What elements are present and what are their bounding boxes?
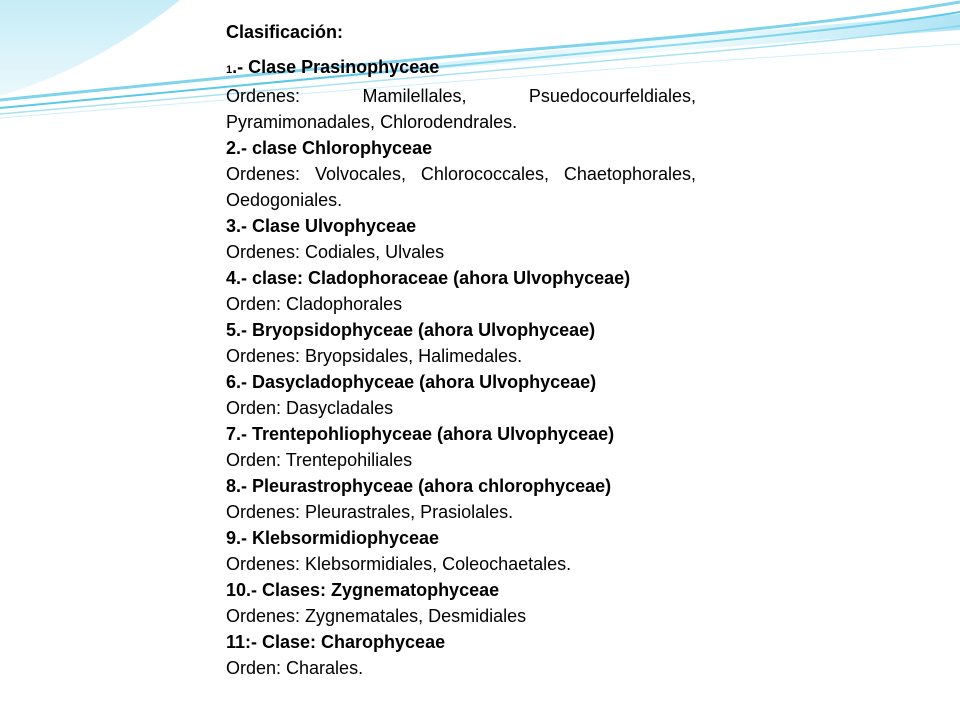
ordenes-5: Ordenes: Bryopsidales, Halimedales. xyxy=(226,346,523,366)
ordenes-11: Orden: Charales. xyxy=(226,658,364,678)
clase-6: 6.- Dasycladophyceae (ahora Ulvophyceae) xyxy=(226,372,597,392)
ordenes-1: Ordenes: Mamilellales, Psuedocourfeldiales, Pyramimonadales, Chlorodendrales. xyxy=(226,86,696,132)
ordenes-3: Ordenes: Codiales, Ulvales xyxy=(226,242,445,262)
clase-1-label: .- Clase Prasinophyceae xyxy=(232,57,440,77)
clase-3: 3.- Clase Ulvophyceae xyxy=(226,216,417,236)
ordenes-10: Ordenes: Zygnematales, Desmidiales xyxy=(226,606,527,626)
ordenes-4: Orden: Cladophorales xyxy=(226,294,403,314)
clase-10: 10.- Clases: Zygnematophyceae xyxy=(226,580,500,600)
clase-9: 9.- Klebsormidiophyceae xyxy=(226,528,440,548)
clase-7: 7.- Trentepohliophyceae (ahora Ulvophyceae) xyxy=(226,424,615,444)
ordenes-9: Ordenes: Klebsormidiales, Coleochaetales. xyxy=(226,554,572,574)
page-title: Clasificación: xyxy=(226,22,344,42)
clase-1 xyxy=(226,54,696,83)
ordenes-8: Ordenes: Pleurastrales, Prasiolales. xyxy=(226,502,514,522)
clase-5: 5.- Bryopsidophyceae (ahora Ulvophyceae) xyxy=(226,320,596,340)
clase-8: 8.- Pleurastrophyceae (ahora chlorophyceae) xyxy=(226,476,612,496)
ordenes-6: Orden: Dasycladales xyxy=(226,398,394,418)
clase-2: 2.- clase Chlorophyceae xyxy=(226,138,433,158)
clase-4: 4.- clase: Cladophoraceae (ahora Ulvophyceae) xyxy=(226,268,631,288)
ordenes-7: Orden: Trentepohiliales xyxy=(226,450,413,470)
ordenes-2: Ordenes: Volvocales, Chlorococcales, Chaetophorales, Oedogoniales. xyxy=(226,164,696,210)
classification-content xyxy=(226,18,696,681)
clase-11: 11:- Clase: Charophyceae xyxy=(226,632,446,652)
clase-1-number: 1 xyxy=(226,64,233,76)
